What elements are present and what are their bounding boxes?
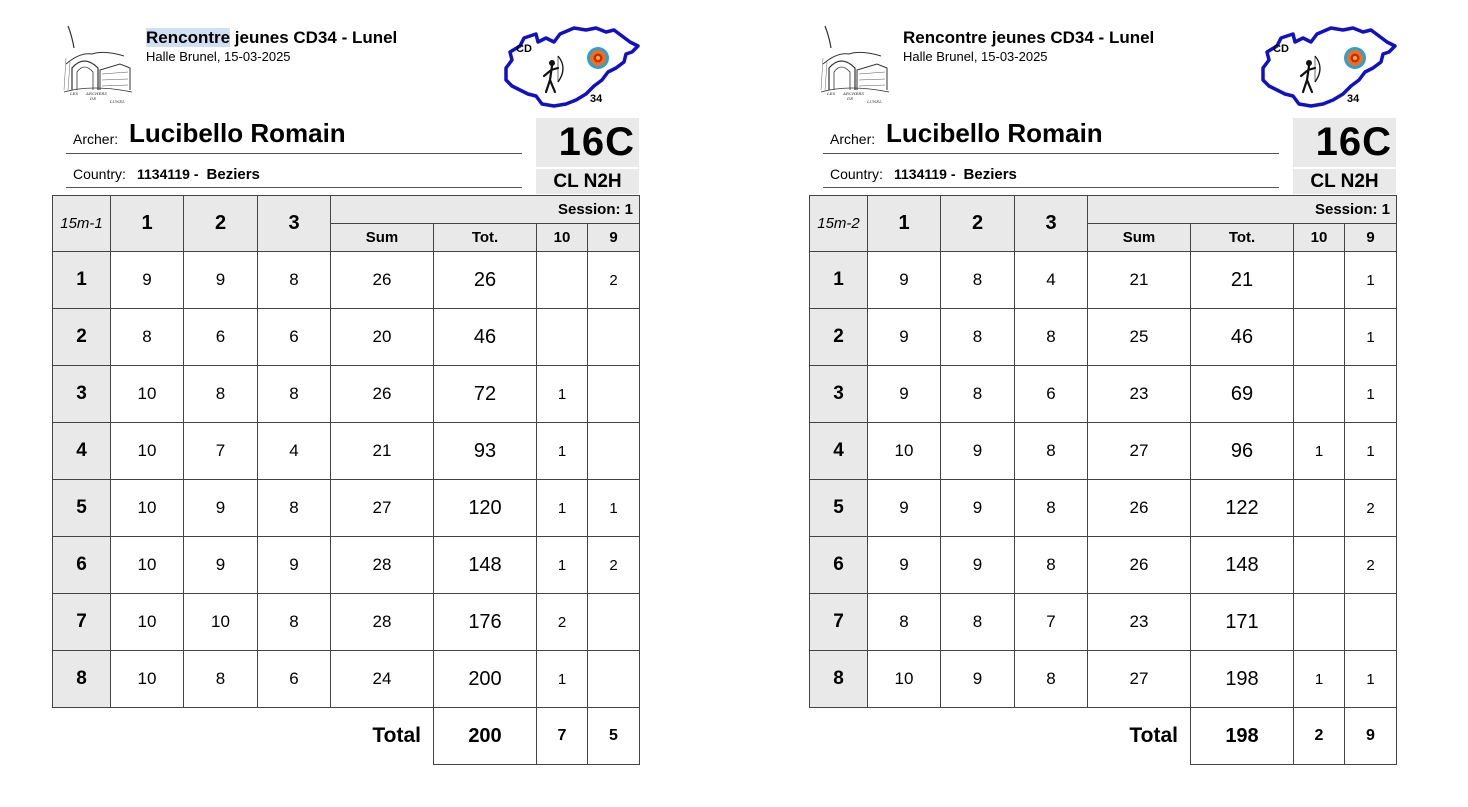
svg-text:ARCHERS: ARCHERS [843,91,865,96]
club-logo [62,24,134,106]
end-sum: 23 [1088,366,1191,423]
tens-count: 2 [537,594,588,651]
divider [66,153,522,154]
end-row [53,651,640,708]
running-total: 69 [1191,366,1294,423]
nines-count: 2 [1345,537,1397,594]
arrow-score-2: 9 [941,480,1015,537]
tens-count [1294,480,1345,537]
end-sum: 28 [331,594,434,651]
distance-label: 15m-1 [53,196,111,252]
end-row [810,594,1397,651]
total-header: Tot. [434,224,537,252]
nines-count [1345,594,1397,651]
arrow-score-2: 9 [941,537,1015,594]
running-total: 72 [434,366,537,423]
arrow-score-3: 8 [258,480,331,537]
nines-count [588,366,640,423]
country-value [894,166,1017,183]
end-sum: 20 [331,309,434,366]
arrow-score-3: 8 [1015,423,1088,480]
arrow-score-3: 7 [1015,594,1088,651]
running-total: 148 [1191,537,1294,594]
svg-text:LES: LES [70,91,79,96]
arrow-score-1: 8 [868,594,941,651]
end-sum: 26 [331,366,434,423]
end-number: 6 [53,537,111,594]
svg-text:LES: LES [827,91,836,96]
end-number: 7 [810,594,868,651]
tens-count: 1 [537,480,588,537]
svg-text:LUNEL: LUNEL [867,99,882,104]
arrow-score-3: 8 [1015,537,1088,594]
end-sum: 21 [331,423,434,480]
cd34-logo [498,24,642,108]
divider [66,187,522,188]
tens-count [1294,309,1345,366]
end-number: 6 [810,537,868,594]
end-row [810,309,1397,366]
nines-count: 1 [1345,252,1397,309]
arrow-score-3: 6 [258,651,331,708]
arrow-score-1: 10 [111,537,184,594]
arrow-header-1: 1 [111,196,184,252]
arrow-score-1: 9 [111,252,184,309]
cd-logo-text: CD [1273,43,1289,55]
running-total: 21 [1191,252,1294,309]
arrow-score-2: 9 [941,651,1015,708]
club-logo [819,24,891,106]
end-sum: 26 [331,252,434,309]
country-code: 1134119 - [894,166,956,182]
archer-name: Lucibello Romain [886,118,1103,148]
end-sum: 26 [1088,537,1191,594]
arrow-score-1: 8 [111,309,184,366]
tens-count: 1 [537,366,588,423]
arrow-score-2: 8 [941,594,1015,651]
end-row [810,480,1397,537]
tens-count [1294,594,1345,651]
svg-text:DE: DE [847,96,854,101]
nines-count: 1 [1345,423,1397,480]
arrow-score-3: 4 [1015,252,1088,309]
country-code: 1134119 - [137,166,199,182]
running-total: 26 [434,252,537,309]
total-nines: 9 [1345,708,1397,765]
running-total: 96 [1191,423,1294,480]
nines-count [588,309,640,366]
arrow-score-2: 9 [184,252,258,309]
end-number: 2 [53,309,111,366]
total-header: Tot. [1191,224,1294,252]
title-text: jeunes CD34 - Lunel [230,28,398,47]
arrow-score-1: 9 [868,537,941,594]
end-number: 4 [53,423,111,480]
tens-count: 1 [537,651,588,708]
country-label: Country: [830,166,883,182]
target-assignment: 16C [536,118,639,167]
arrow-score-3: 4 [258,423,331,480]
arrow-header-2: 2 [184,196,258,252]
end-number: 5 [810,480,868,537]
end-row [810,252,1397,309]
end-sum: 28 [331,537,434,594]
arrow-header-3: 3 [258,196,331,252]
running-total: 171 [1191,594,1294,651]
arrow-score-3: 6 [258,309,331,366]
arrow-score-3: 6 [1015,366,1088,423]
country-name: Beziers [206,166,260,183]
nines-count: 2 [588,252,640,309]
arrow-score-1: 10 [111,651,184,708]
sum-header: Sum [1088,224,1191,252]
end-row [810,366,1397,423]
arrow-score-1: 9 [868,252,941,309]
running-total: 122 [1191,480,1294,537]
tens-count [1294,252,1345,309]
end-number: 7 [53,594,111,651]
arrow-score-3: 8 [258,366,331,423]
end-row [810,423,1397,480]
arrow-score-3: 8 [1015,480,1088,537]
cd-logo-text: CD [516,43,532,55]
arrow-score-3: 8 [258,252,331,309]
competition-title [146,28,397,48]
end-sum: 23 [1088,594,1191,651]
target-assignment: 16C [1293,118,1396,167]
end-row [810,651,1397,708]
arrow-score-2: 8 [941,252,1015,309]
divider [823,187,1279,188]
arrow-score-2: 6 [184,309,258,366]
end-number: 3 [53,366,111,423]
total-nines: 5 [588,708,640,765]
total-tens: 2 [1294,708,1345,765]
score-card [809,0,1409,807]
end-number: 3 [810,366,868,423]
arrow-score-3: 8 [1015,651,1088,708]
tens-count: 1 [1294,423,1345,480]
competition-venue-date: Halle Brunel, 15-03-2025 [903,49,1048,64]
end-row [53,309,640,366]
tens-count: 1 [1294,651,1345,708]
score-grid [809,195,1397,765]
end-number: 8 [53,651,111,708]
end-number: 1 [53,252,111,309]
nines-count [588,594,640,651]
tens-count [1294,537,1345,594]
arrow-score-1: 10 [868,423,941,480]
arrow-score-1: 9 [868,309,941,366]
arrow-score-3: 8 [258,594,331,651]
tens-count: 1 [537,537,588,594]
sum-header: Sum [331,224,434,252]
arrow-score-1: 10 [111,594,184,651]
arrow-score-1: 10 [111,366,184,423]
arrow-score-1: 9 [868,480,941,537]
nines-count: 1 [1345,651,1397,708]
arrow-score-1: 10 [111,480,184,537]
end-number: 5 [53,480,111,537]
category-badge: CL N2H [1293,169,1396,194]
grand-total: 200 [434,708,537,765]
arrow-header-2: 2 [941,196,1015,252]
country-name: Beziers [963,166,1017,183]
arrow-score-3: 9 [258,537,331,594]
nines-count: 2 [588,537,640,594]
end-sum: 21 [1088,252,1191,309]
end-row [53,423,640,480]
arrow-score-2: 8 [941,366,1015,423]
arrow-score-2: 8 [184,651,258,708]
end-row [53,480,640,537]
country-value [137,166,260,183]
end-sum: 27 [1088,651,1191,708]
end-sum: 27 [1088,423,1191,480]
end-sum: 27 [331,480,434,537]
tens-count [537,252,588,309]
session-label: Session: 1 [331,196,640,224]
end-number: 4 [810,423,868,480]
end-rows [53,252,640,708]
running-total: 46 [434,309,537,366]
end-row [53,366,640,423]
nines-count [588,423,640,480]
arrow-score-1: 10 [868,651,941,708]
grand-total: 198 [1191,708,1294,765]
tens-count [1294,366,1345,423]
tens-header: 10 [1294,224,1345,252]
arrow-score-2: 9 [941,423,1015,480]
arrow-header-3: 3 [1015,196,1088,252]
arrow-score-2: 8 [184,366,258,423]
arrow-score-3: 8 [1015,309,1088,366]
end-rows [810,252,1397,708]
category-badge: CL N2H [536,169,639,194]
cd-logo-num: 34 [590,93,603,105]
end-row [53,594,640,651]
running-total: 120 [434,480,537,537]
title-text: Rencontre jeunes CD34 - Lunel [903,28,1155,47]
arrow-score-2: 9 [184,480,258,537]
end-sum: 25 [1088,309,1191,366]
title-highlight: Rencontre [146,28,231,47]
svg-text:LUNEL: LUNEL [110,99,125,104]
end-row [810,537,1397,594]
tens-header: 10 [537,224,588,252]
arrow-score-2: 8 [941,309,1015,366]
score-grid [52,195,640,765]
arrow-score-1: 10 [111,423,184,480]
nines-count: 1 [1345,309,1397,366]
svg-text:DE: DE [90,96,97,101]
nines-count: 2 [1345,480,1397,537]
end-row [53,252,640,309]
running-total: 93 [434,423,537,480]
running-total: 148 [434,537,537,594]
nines-count: 1 [588,480,640,537]
session-label: Session: 1 [1088,196,1397,224]
arrow-score-2: 7 [184,423,258,480]
running-total: 200 [434,651,537,708]
arrow-score-1: 9 [868,366,941,423]
nines-header: 9 [1345,224,1397,252]
nines-count: 1 [1345,366,1397,423]
competition-venue-date: Halle Brunel, 15-03-2025 [146,49,291,64]
archer-label: Archer: [73,131,119,147]
arrow-score-2: 10 [184,594,258,651]
tens-count [537,309,588,366]
nines-header: 9 [588,224,640,252]
svg-text:ARCHERS: ARCHERS [86,91,108,96]
end-number: 2 [810,309,868,366]
distance-label: 15m-2 [810,196,868,252]
country-label: Country: [73,166,126,182]
total-label: Total [1129,724,1178,748]
running-total: 46 [1191,309,1294,366]
nines-count [588,651,640,708]
competition-title [903,28,1154,48]
arrow-score-2: 9 [184,537,258,594]
cd34-logo [1255,24,1399,108]
divider [823,153,1279,154]
running-total: 176 [434,594,537,651]
arrow-header-1: 1 [868,196,941,252]
end-number: 8 [810,651,868,708]
running-total: 198 [1191,651,1294,708]
end-sum: 26 [1088,480,1191,537]
archer-label: Archer: [830,131,876,147]
total-tens: 7 [537,708,588,765]
end-number: 1 [810,252,868,309]
tens-count: 1 [537,423,588,480]
end-row [53,537,640,594]
cd-logo-num: 34 [1347,93,1360,105]
end-sum: 24 [331,651,434,708]
total-label: Total [372,724,421,748]
archer-name: Lucibello Romain [129,118,346,148]
score-card [52,0,652,807]
